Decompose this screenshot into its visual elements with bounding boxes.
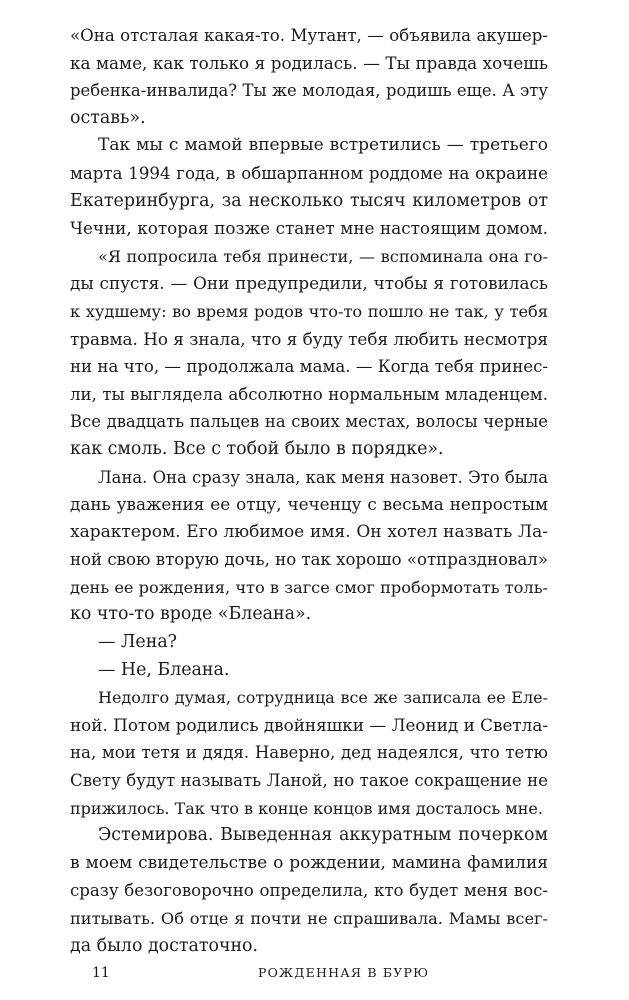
- text-line: Свету будут называть Ланой, но такое сокращение не: [70, 771, 548, 791]
- text-line: ной. Потом родились двойняшки — Леонид и Светла-: [70, 714, 548, 735]
- paragraph: [70, 243, 548, 464]
- text-line: Чечни, которая позже станет мне настоящим домом.: [70, 218, 548, 239]
- paragraph: [70, 464, 548, 630]
- text-line: ной свою вторую дочь, но так хорошо «отпраздновал»: [70, 550, 548, 570]
- text-line: ни на что, — продолжала мама. — Когда тебя принес-: [70, 357, 548, 377]
- paragraph: [70, 684, 548, 822]
- text-line: оставь».: [70, 107, 146, 128]
- running-title: РОЖДЕННАЯ В БУРЮ: [258, 965, 430, 980]
- text-line: к худшему: во время родов что-то пошло не так, у тебя: [70, 301, 548, 321]
- text-line: ды спустя. — Они предупредили, чтобы я готовилась: [70, 273, 548, 294]
- text-line: «Она отсталая какая-то. Мутант, — объявила акушер-: [70, 26, 548, 45]
- text-line: дань уважения ее отцу, чеченцу с весьма непростым: [70, 494, 548, 515]
- text-line: день ее рождения, что в загсе смог пробормотать толь-: [70, 577, 548, 597]
- text-line: Екатеринбурга, за несколько тысяч километров от: [70, 190, 548, 211]
- paragraph: [70, 822, 548, 960]
- page-number: 11: [92, 965, 110, 981]
- paragraph: [70, 132, 548, 242]
- text-line: травма. Но я знала, что я буду тебя любить несмотря: [70, 328, 548, 349]
- text-line: Эстемирова. Выведенная аккуратным почерком: [98, 825, 548, 846]
- text-line: ко что-то вроде «Блеана».: [70, 604, 312, 625]
- text-line: на, мои тетя и дядя. Наверно, дед надеялся, что тетю: [70, 743, 548, 763]
- text-line: как смоль. Все с тобой было в порядке».: [70, 438, 444, 459]
- text-line: характером. Его любимое имя. Он хотел назвать Ла-: [70, 521, 548, 542]
- body-text: [70, 22, 548, 960]
- text-line: ли, ты выглядела абсолютно нормальным младенцем.: [70, 384, 548, 404]
- dialogue-line: [70, 629, 548, 657]
- text-line: — Не, Блеана.: [98, 659, 230, 680]
- paragraph: [70, 22, 548, 132]
- dialogue-line: [70, 657, 548, 685]
- page-footer: [0, 958, 629, 988]
- text-line: прижилось. Так что в конце концов имя досталось мне.: [70, 798, 543, 818]
- text-line: Так мы с мамой впервые встретились — третьего: [98, 135, 548, 156]
- text-line: сразу безоговорочно определила, кто будет меня вос-: [70, 881, 548, 901]
- text-line: Недолго думая, сотрудница все же записала ее Еле-: [98, 688, 548, 708]
- text-line: питывать. Об отце я почти не спрашивала. Мамы всег-: [70, 909, 548, 928]
- text-line: ка маме, как только я родилась. — Ты правда хочешь: [70, 52, 548, 73]
- text-line: в моем свидетельстве о рождении, мамина фамилия: [70, 852, 548, 873]
- text-line: — Лена?: [98, 632, 178, 653]
- text-line: Лана. Она сразу знала, как меня назовет. Это была: [98, 467, 548, 487]
- text-line: Все двадцать пальцев на своих местах, волосы черные: [70, 412, 548, 432]
- text-line: да было достаточно.: [70, 935, 259, 956]
- text-line: ребенка-инвалида? Ты же молодая, родишь еще. А эту: [70, 81, 548, 101]
- text-line: марта 1994 года, в обшарпанном роддоме на окраине: [70, 163, 548, 183]
- text-line: «Я попросила тебя принести, — вспоминала она го-: [98, 246, 548, 266]
